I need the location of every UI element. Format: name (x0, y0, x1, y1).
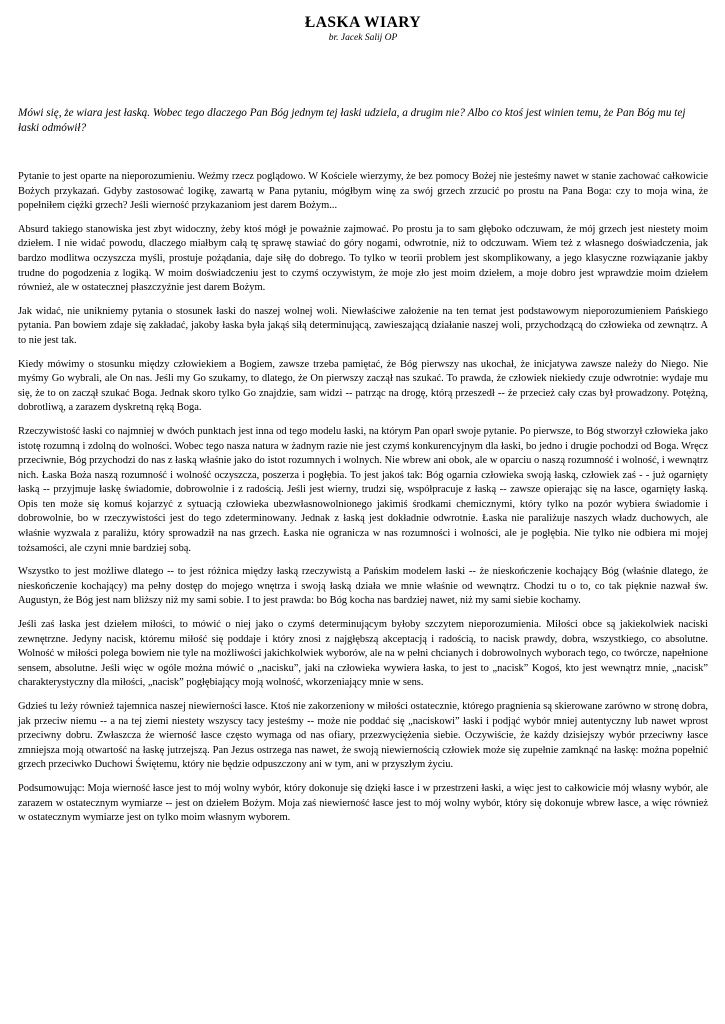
body-text (18, 170, 708, 826)
document (18, 14, 708, 835)
paragraph: Pytanie to jest oparte na nieporozumieniu. Weźmy rzecz poglądowo. W Kościele wierzymy, że bez pomocy Bożej nie jesteśmy nawet w stanie zachować całkowicie Bożych przykazań. Gdyby zastosować logikę, zawartą w Pana pytaniu, mógłbym winę za swój grzech zrzucić po prostu na Pana Boga: czy to moja wina, że popełniłem ciężki grzech? Jeśli wierność przykazaniom jest darem Bożym... (18, 171, 708, 212)
paragraph: Jak widać, nie unikniemy pytania o stosunek łaski do naszej wolnej woli. Niewłaściwe założenie na ten temat jest podstawowym nieporozumieniem Pańskiego pytania. Pan bowiem zdaje się zakładać, jakoby łaska była jakąś siłą determinującą, zawieszającą działanie naszej woli, przychodzącą do człowieka od zewnątrz. A to nie jest tak. (18, 305, 708, 346)
paragraph: Rzeczywistość łaski co najmniej w dwóch punktach jest inna od tego modelu łaski, na którym Pan oparł swoje pytanie. Po pierwsze, to Bóg stworzył człowieka jako istotę rozumną i zdolną do wolności. Wobec tego nasza natura w żadnym razie nie jest czymś konkurencyjnym dla łaski, bo jedno i drugie pochodzi od Boga. Wręcz przeciwnie, Bóg przychodzi do nas z łaską właśnie jako do istot rozumnych i wolnych. Nie wbrew ani obok, ale w oparciu o naszą rozumność i wolność, i wewnątrz nich. Łaska Boża naszą rozumność i wolność oczyszcza, poszerza i pogłębia. To jest jakoś tak: Bóg ogarnia człowieka swoją łaską, człowiek zaś - - już ogarnięty łaską -- przyjmuje łaskę świadomie, dobrowolnie i z radością. Jeśli jest wierny, trudzi się, współpracuje z łaską -- zawsze opierając się na łasce, ogarnięty łaską. Opis ten może się komuś kojarzyć z sytuacją człowieka ubezwłasnowolnionego jakimiś środkami chemicznymi, który tylko na pozór wybiera świadomie i dobrowolnie, bo w rzeczywistości jest do tego zdeterminowany. Jednak z łaską jest dokładnie odwrotnie. Łaska nie paraliżuje naszych władz duchowych, ale właśnie wyzwala z paraliżu, który sprowadził na nas grzech. Łaska nie ogranicza w nas rozumności i wolności, ale je pogłębia. Nie tylko nie odbiera mi mojej tożsamości, ale czyni mnie bardziej sobą. (18, 425, 708, 554)
document-author: br. Jacek Salij OP (328, 33, 398, 43)
paragraph: Jeśli zaś łaska jest dziełem miłości, to mówić o niej jako o czymś determinującym byłoby szczytem nieporozumienia. Miłości obce są jakiekolwiek naciski zewnętrzne. Jedyny nacisk, któremu miłość się poddaje i który znosi z najgłębszą akceptacją i radością, to nacisk prawdy, dobra, wszystkiego, co absolutne. Wolność w miłości polega bowiem nie tyle na możliwości jakichkolwiek wyborów, ale na w pełni chcianych i dobrowolnych wyborach tego, co twórcze, napełnione sensem, absolutne. Jeśli więc w ogóle można mówić o „nacisku”, jaki na człowieka wywiera łaska, to jest to „nacisk” Kogoś, kto jest wewnątrz mnie, „nacisk” charakterystyczny dla miłości, „nacisk” pogłębiający moją wolność, wkorzeniający mnie w sens. (18, 619, 708, 689)
paragraph: Podsumowując: Moja wierność łasce jest to mój wolny wybór, który dokonuje się dzięki łasce i w przestrzeni łaski, a więc jest to całkowicie mój własny wybór, ale zarazem w ostatecznym wymiarze -- jest on dziełem Bożym. Moja zaś niewierność łasce jest to mój wolny wybór, który się dokonuje wbrew łasce, a więc również w ostatecznym wymiarze jest on tylko moim własnym wyborem. (18, 782, 708, 824)
paragraph: Kiedy mówimy o stosunku między człowiekiem a Bogiem, zawsze trzeba pamiętać, że Bóg pierwszy nas ukochał, że inicjatywa zawsze należy do Niego. Nie myśmy Go wybrali, ale On nas. Jeśli my Go szukamy, to dlatego, że On pierwszy zaczął nas szukać. To prawda, że człowiek niekiedy czuje odwrotnie: wydaje mu się, że to on zaczął szukać Boga. Jednak skoro tylko Go znajdzie, sam widzi -- patrząc na drogę, którą przeszedł -- że przecież cały czas był prowadzony. Potężną, dobrotliwą, a zarazem dyskretną ręką Boga. (18, 358, 708, 414)
paragraph: Wszystko to jest możliwe dlatego -- to jest różnica między łaską rzeczywistą a Pańskim modelem łaski -- że nieskończenie kochający Bóg (właśnie dlatego, że nieskończenie kochający) ma pełny dostęp do mojego wnętrza i swoją łaską działa we mnie właśnie od wewnątrz. Chodzi tu o to, co tak pięknie nazwał św. Augustyn, że Bóg jest nam bliższy niż my sami sobie. I to jest prawda: bo Bóg kocha nas bardziej nawet, niż my sami siebie kochamy. (18, 566, 708, 607)
paragraph: Gdzieś tu leży również tajemnica naszej niewierności łasce. Ktoś nie zakorzeniony w miłości ostatecznie, którego pragnienia są skierowane zarówno w stronę dobra, jak przeciw niemu -- a na tej ziemi niestety wszyscy tacy jesteśmy -- może nie poddać się „naciskowi” łaski i podjąć wybór mniej autentyczny lub nawet wprost przeciwny dobru. Zwłaszcza że wierność łasce często wymaga od nas ofiary, przezwyciężenia siebie. Oczywiście, że każdy dzisiejszy wybór przeciwny łasce zmniejsza moją otwartość na łaskę jutrzejszą. Pan Jezus ostrzega nas nawet, że swoją niewiernością człowiek może się zupełnie zamknąć na łaskę: można popełnić grzech przeciwko Duchowi Świętemu, który nie będzie odpuszczony ani w tym, ani w przyszłym życiu. (18, 701, 708, 771)
paragraph: Absurd takiego stanowiska jest zbyt widoczny, żeby ktoś mógł je poważnie zajmować. Po prostu ja to sam głęboko odczuwam, że mój grzech jest niestety moim dziełem. I nie widać powodu, dlaczego miałbym całą tę sprawę stawiać do góry nogami, odwrotnie, niż to odczuwam. Wiem też z własnego doświadczenia, jak bardzo modlitwa oczyszcza myśli, prostuje pożądania, daje siłę do dobrego. To tylko w teorii problem jest skomplikowany, a jego klasyczne rozwiązanie jakby trudne do pogodzenia z logiką. W moim doświadczeniu jest to czymś oczywistym, że moje zło jest moim dziełem, a moje dobro jest wprawdzie moim dziełem również, ale w ostatecznej płaszczyźnie jest darem Bożym. (18, 223, 708, 294)
lead-question: Mówi się, że wiara jest łaską. Wobec tego dlaczego Pan Bóg jednym tej łaski udziela, a drugim nie? Albo co ktoś jest winien temu, że Pan Bóg mu tej łaski odmówił? (18, 107, 686, 134)
document-title: ŁASKA WIARY (304, 14, 422, 31)
